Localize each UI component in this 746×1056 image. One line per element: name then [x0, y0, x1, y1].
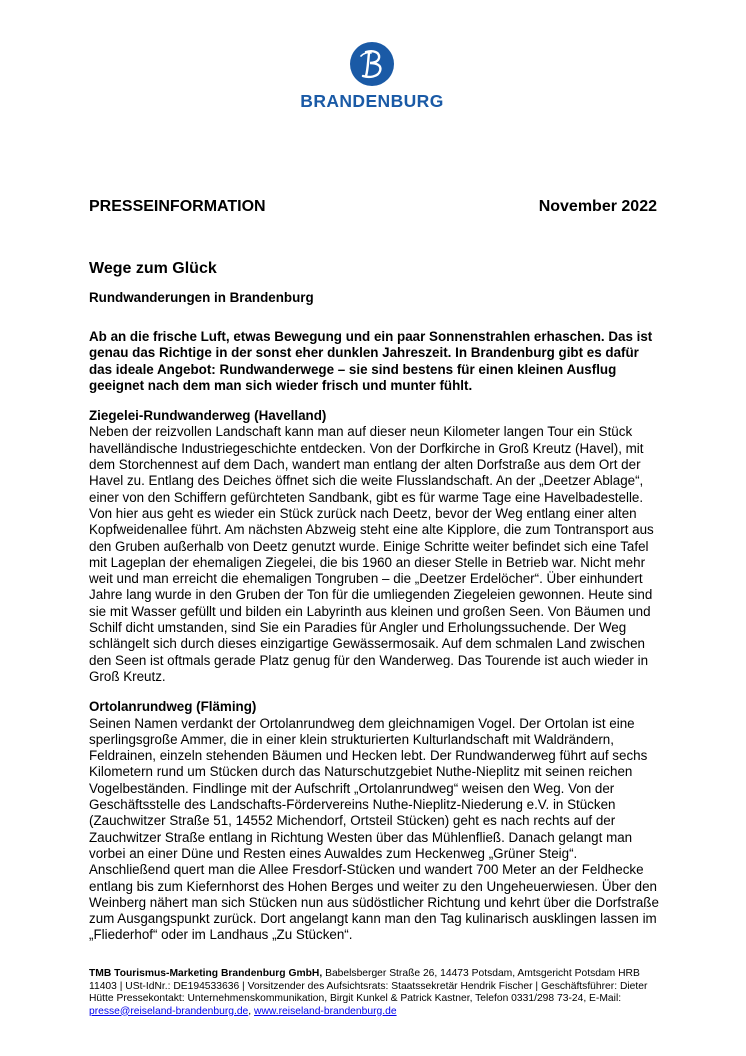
section-heading-ziegelei: Ziegelei-Rundwanderweg (Havelland) — [89, 408, 327, 424]
section-text-ziegelei: Neben der reizvollen Landschaft kann man auf dieser neun Kilometer langen Tour ein Stück havelländische Industriegeschichte entdecken. Von der Dorfkirche in Groß Kreutz (Havel), mit dem Storchennest auf dem Dach, wandert man entlang der alten Dorfstraße aus dem Ort der Havel zu. Entlang des Deiches öffnet sich die weite Flusslandschaft. An der „Deetzer Ablage“, einer von den Schiffern gefürchteten Sandbank, gibt es für warme Tage eine Havelbadestelle. Von hier aus geht es wieder ein Stück zurück nach Deetz, bevor der Weg entlang einer alten Kopfweidenallee führt. Am nächsten Abzweig steht eine alte Kipplore, die zum Tontransport aus den Gruben außerhalb von Deetz genutzt wurde. Einige Schritte weiter befindet sich eine Tafel mit Lageplan der ehemaligen Ziegelei, die bis 1960 an dieser Stelle in Betrieb war. Nicht mehr weit und man erreicht die ehemaligen Tongruben – die „Deetzer Erdelöcher“. Über einhundert Jahre lang wurde in den Gruben der Ton für die umliegenden Ziegeleien gewonnen. Heute sind sie mit Wasser gefüllt und bilden ein Labyrinth aus kleinen und großen Seen. Von Bäumen und Schilf dicht umstanden, sind Sie ein Paradies für Angler und Erholungssuchende. Der Weg schlängelt sich durch dieses einzigartige Gewässermosaik. Auf dem schmalen Land zwischen den Seen ist oftmals gerade Platz genug für den Wanderweg. Das Tourende ist auch wieder in Groß Kreutz. — [89, 424, 654, 684]
article-title: Wege zum Glück — [89, 260, 217, 277]
brand-logo — [290, 41, 454, 112]
press-date: November 2022 — [538, 198, 657, 215]
press-label: PRESSEINFORMATION — [89, 198, 266, 215]
brand-name: BRANDENBURG — [300, 91, 444, 111]
press-header — [89, 198, 657, 216]
article-intro: Ab an die frische Luft, etwas Bewegung und ein paar Sonnenstrahlen erhaschen. Das ist genau das Richtige in der sonst eher dunklen Jahreszeit. In Brandenburg gibt es dafür das ideale Angebot: Rundwanderwege – sie sind bestens für einen kleinen Ausflug geeignet nach dem man sich wieder frisch und munter fühlt. — [89, 329, 653, 393]
brandenburg-b-logo-icon — [349, 41, 395, 87]
section-heading-ortolan: Ortolanrundweg (Fläming) — [89, 699, 257, 715]
article-body — [89, 329, 659, 944]
footer-email-link[interactable]: presse@reiseland-brandenburg.de — [89, 1005, 249, 1017]
footer-separator: , — [248, 1005, 255, 1017]
footer-address: Babelsberger Straße 26, 14473 Potsdam, Amtsgericht Potsdam HRB 11403 | USt-IdNr.: DE194533636 | Vorsitzender des Aufsichtsrats: Staatssekretär Hendrik Fischer | Geschäftsführer: Dieter Hütte Pressekontakt: Unternehmenskommunikation, Birgit Kunkel & Patrick Kastner, Telefon 0331/298 73-24, E-Mail: — [89, 968, 648, 1004]
footer-website-link[interactable]: www.reiseland-brandenburg.de — [254, 1005, 397, 1017]
footer-company: TMB Tourismus-Marketing Brandenburg GmbH, — [89, 968, 323, 979]
section-text-ortolan: Seinen Namen verdankt der Ortolanrundweg dem gleichnamigen Vogel. Der Ortolan ist eine sperlingsgroße Ammer, die in einer klein strukturierten Kulturlandschaft mit Waldrändern, Feldrainen, einzeln stehenden Bäumen und Hecken lebt. Der Rundwanderweg führt auf sechs Kilometern rund um Stücken durch das Naturschutzgebiet Nuthe-Nieplitz mit seinen reichen Vogelbeständen. Findlinge mit der Aufschrift „Ortolanrundweg“ weisen den Weg. Von der Geschäftsstelle des Landschafts-Fördervereins Nuthe-Nieplitz-Niederung e.V. in Stücken (Zauchwitzer Straße 51, 14552 Michendorf, Ortsteil Stücken) geht es nach rechts auf der Zauchwitzer Straße entlang in Richtung Westen über das Mühlenfließ. Danach gelangt man vorbei an einer Düne und Resten eines Auwaldes zum Heckenweg „Grüner Steig“. Anschließend quert man die Allee Fresdorf-Stücken und wandert 700 Meter an der Feldhecke entlang bis zum Kiefernhorst des Hohen Berges und weiter zu den Ungeheuerwiesen. Über den Weinberg nähert man sich Stücken nun aus südöstlicher Richtung und kehrt über die Dorfstraße zum Ausgangspunkt zurück. Dort angelangt kann man den Tag kulinarisch ausklingen lassen im „Fliederhof“ oder im Landhaus „Zu Stücken“. — [89, 715, 659, 943]
article-subtitle: Rundwanderungen in Brandenburg — [89, 290, 314, 305]
page-footer — [89, 968, 659, 1018]
